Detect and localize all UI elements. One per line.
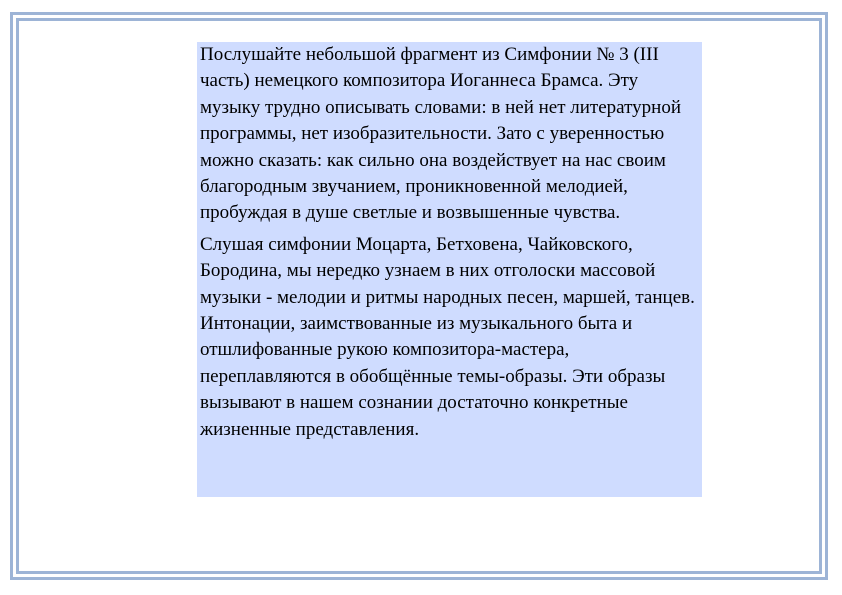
paragraph-brahms: Послушайте небольшой фрагмент из Симфонии № 3 (III часть) немецкого композитора Иоганнеса Брамса. Эту музыку трудно описывать словами: в ней нет литературной программы, нет изобразительности. Зато с уверенностью можно сказать: как сильно она воздействует на нас своим благородным звучанием, проникновенной мелодией, пробуждая в душе светлые и возвышенные чувства. <box>200 44 681 224</box>
paragraph-symphonies: Слушая симфонии Моцарта, Бетховена, Чайковского, Бородина, мы нередко узнаем в них отголоски массовой музыки - мелодии и ритмы народных песен, маршей, танцев. Интонации, заимствованные из музыкального быта и отшлифованные рукою композитора-мастера, переплавляются в обобщённые темы-образы. Эти образы вызывают в нашем сознании достаточно конкретные жизненные представления. <box>200 233 695 440</box>
text-block <box>197 42 702 497</box>
